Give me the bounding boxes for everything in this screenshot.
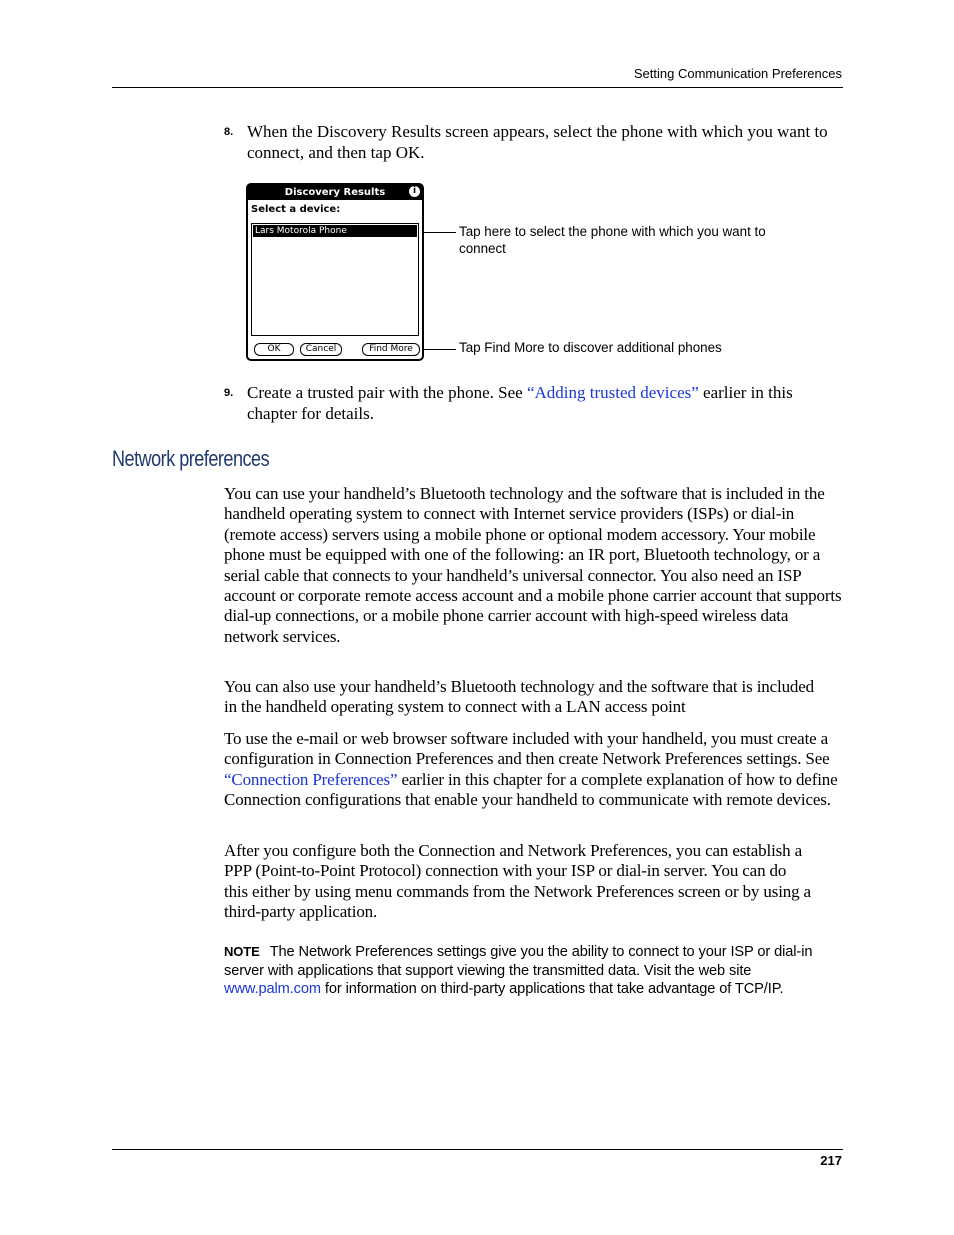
paragraph-2: You can also use your handheld’s Bluetooth technology and the software that is included in the handheld operating system to connect with a LAN access point bbox=[224, 677, 815, 717]
note-label: NOTE bbox=[224, 944, 260, 959]
device-list-item[interactable]: Lars Motorola Phone bbox=[253, 225, 417, 237]
callout-find-more: Tap Find More to discover additional phones bbox=[459, 340, 722, 355]
paragraph-3-after: earlier in this chapter for a complete explanation of how to define Connection configurations that enable your handheld to communicate with remote devices. bbox=[224, 769, 838, 810]
info-icon[interactable]: i bbox=[409, 186, 420, 197]
note-text-after: for information on third-party applications that take advantage of TCP/IP. bbox=[320, 981, 784, 998]
step-9-text-after: earlier in this chapter for details. bbox=[247, 383, 793, 423]
find-more-button[interactable]: Find More bbox=[362, 343, 420, 356]
page-number: 217 bbox=[820, 1153, 842, 1168]
connection-preferences-link[interactable]: “Connection Preferences” bbox=[224, 769, 398, 789]
footer-rule bbox=[112, 1149, 843, 1150]
callout-select-phone: Tap here to select the phone with which you want to connect bbox=[459, 224, 766, 256]
header-rule bbox=[112, 87, 843, 88]
select-device-prompt: Select a device: bbox=[251, 204, 341, 215]
callout-line-find-more bbox=[424, 349, 456, 350]
screen-title-bar bbox=[248, 185, 422, 200]
paragraph-4: After you configure both the Connection and Network Preferences, you can establish a PPP (Point-to-Point Protocol) connection with your ISP or dial-in server. You can do this either by using menu commands from the Network Preferences screen or by using a third-party application. bbox=[224, 841, 811, 922]
step-8-number: 8. bbox=[224, 126, 234, 138]
callout-line-select bbox=[424, 232, 456, 233]
discovery-results-screen bbox=[246, 183, 424, 361]
paragraph-1: You can use your handheld’s Bluetooth technology and the software that is included in the handheld operating system to connect with Internet service providers (ISPs) or dial-in (remote access) servers using a mobile phone or optional modem accessory. Your mobile phone must be equipped with one of the following: an IR port, Bluetooth technology, or a serial cable that connects to your handheld’s universal connector. You also need an ISP account or corporate remote access account and a mobile phone carrier account that supports dial-up connections, or a mobile phone carrier account with high-speed wireless data network services. bbox=[224, 484, 842, 646]
ok-button[interactable]: OK bbox=[254, 343, 294, 356]
paragraph-3-before: To use the e-mail or web browser software included with your handheld, you must create a configuration in Connection Preferences and then create Network Preferences settings. See bbox=[224, 729, 830, 769]
palm-website-link[interactable]: www.palm.com bbox=[224, 981, 321, 998]
step-8-text: When the Discovery Results screen appears, select the phone with which you want to connect, and then tap OK. bbox=[247, 122, 828, 162]
running-header: Setting Communication Preferences bbox=[633, 66, 842, 81]
step-9-text-before: Create a trusted pair with the phone. See bbox=[247, 383, 527, 402]
device-list[interactable] bbox=[251, 223, 419, 336]
step-9-number: 9. bbox=[224, 387, 234, 399]
step-9-text bbox=[247, 383, 837, 424]
section-title: Network preferences bbox=[112, 446, 270, 471]
paragraph-3 bbox=[224, 729, 844, 811]
adding-trusted-devices-link[interactable]: “Adding trusted devices” bbox=[526, 383, 699, 402]
screen-title: Discovery Results bbox=[284, 187, 386, 198]
note-text-before: The Network Preferences settings give you the ability to connect to your ISP or dial-in server with applications that support viewing the transmitted data. Visit the web site bbox=[224, 944, 813, 979]
note-block bbox=[224, 943, 844, 999]
cancel-button[interactable]: Cancel bbox=[300, 343, 342, 356]
